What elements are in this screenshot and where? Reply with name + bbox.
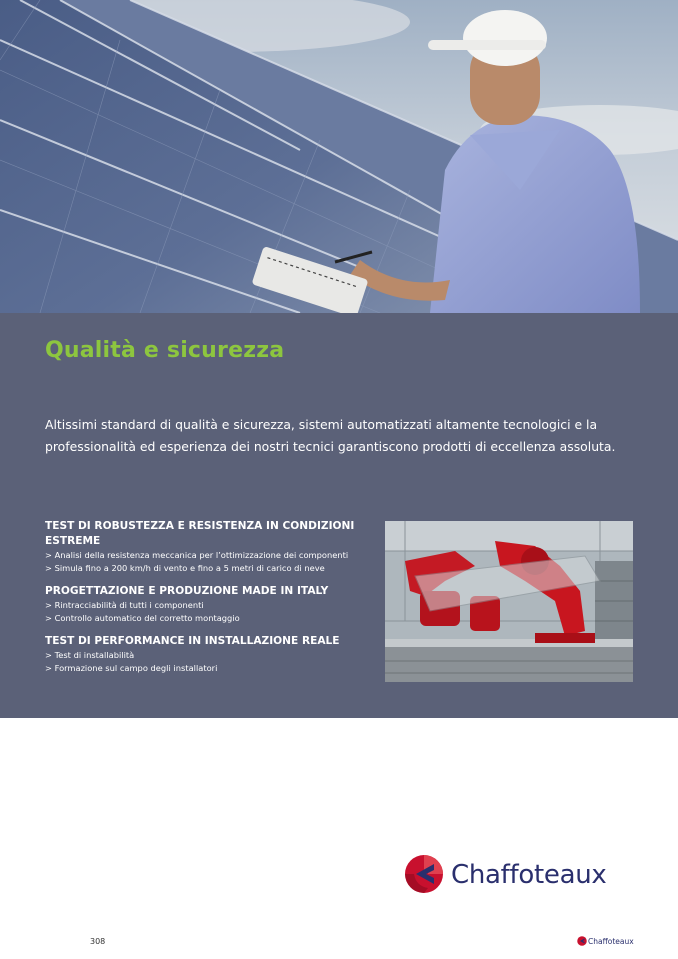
brand-name: Chaffoteaux bbox=[451, 860, 607, 890]
chaffoteaux-logo-icon bbox=[404, 854, 444, 894]
feature-bullet: > Analisi della resistenza meccanica per l’ottimizzazione dei componenti bbox=[45, 550, 349, 560]
feature-heading: TEST DI ROBUSTEZZA E RESISTENZA IN CONDIZIONI ESTREME bbox=[45, 520, 355, 547]
industrial-robot-illustration bbox=[385, 521, 633, 682]
feature-sections bbox=[45, 519, 375, 684]
solar-panels-engineer-illustration bbox=[0, 0, 678, 313]
intro-paragraph: Altissimi standard di qualità e sicurezza, sistemi automatizzati altamente tecnologici e la professionalità ed esperienza dei nostri tecnici garantiscono prodotti di eccellenza assoluta. bbox=[45, 417, 616, 454]
feature-bullet: > Controllo automatico del corretto montaggio bbox=[45, 613, 240, 623]
brand-logo bbox=[404, 854, 624, 896]
page-number: 308 bbox=[90, 937, 106, 946]
feature-bullet: > Rintracciabilità di tutti i componenti bbox=[45, 600, 204, 610]
footer-brand-name: Chaffoteaux bbox=[588, 937, 634, 946]
chaffoteaux-logo-icon bbox=[577, 936, 587, 946]
feature-section bbox=[45, 519, 375, 575]
feature-section bbox=[45, 634, 375, 675]
feature-bullet: > Simula fino a 200 km/h di vento e fino a 5 metri di carico di neve bbox=[45, 563, 325, 573]
feature-section bbox=[45, 584, 375, 625]
feature-heading: TEST DI PERFORMANCE IN INSTALLAZIONE REALE bbox=[45, 635, 340, 647]
feature-bullet: > Test di installabilità bbox=[45, 650, 135, 660]
feature-heading: PROGETTAZIONE E PRODUZIONE MADE IN ITALY bbox=[45, 585, 329, 597]
robot-factory-photo bbox=[385, 521, 633, 682]
feature-bullet: > Formazione sul campo degli installatori bbox=[45, 663, 218, 673]
hero-photo bbox=[0, 0, 678, 313]
page-title: Qualità e sicurezza bbox=[45, 338, 285, 363]
